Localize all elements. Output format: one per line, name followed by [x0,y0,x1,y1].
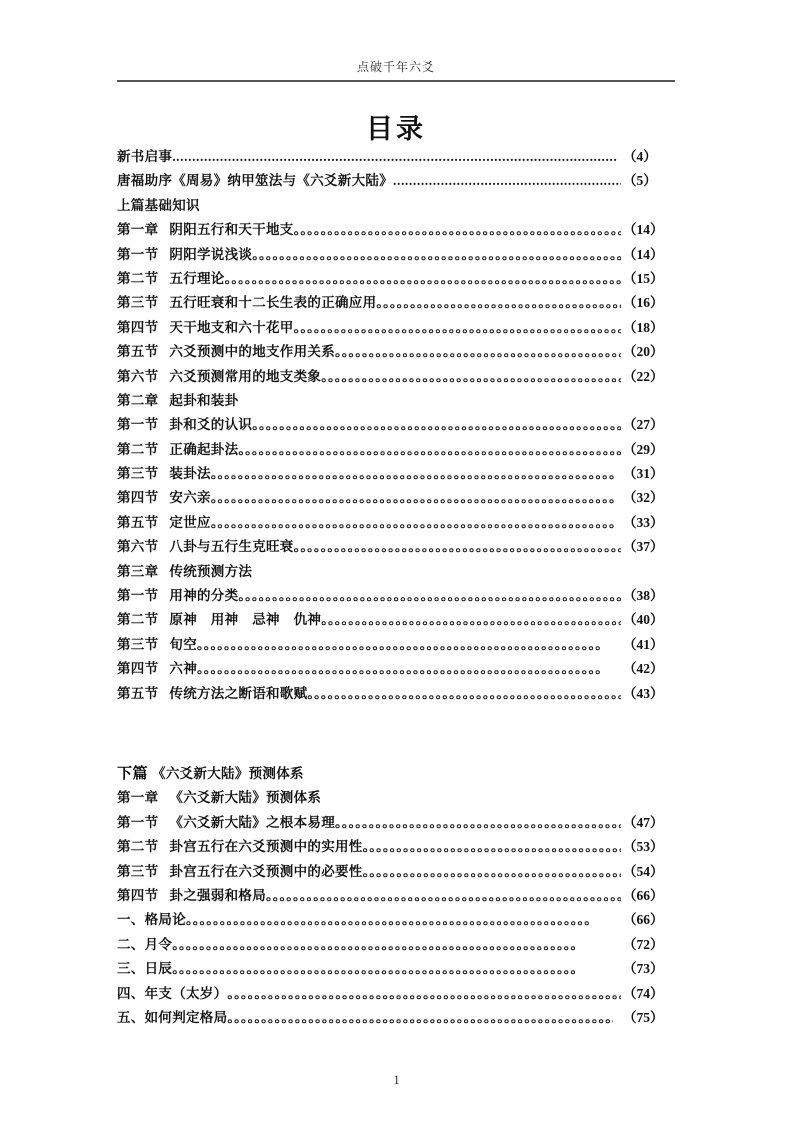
toc-entry-prefix: 第三节 [117,295,159,311]
toc-dot-leader [172,938,621,952]
toc-entry-prefix: 第三节 [117,863,159,879]
toc-page-number: （15） [623,270,664,286]
toc-entry-label: 定世应 [169,514,211,530]
toc-entry-label: 新书启事 [117,149,173,164]
toc-page-number: （20） [623,344,664,360]
toc-entry-prefix: 第五节 [117,514,159,530]
toc-dot-leader [335,345,621,359]
toc-page-number: （33） [623,514,664,530]
page-number-footer: 1 [393,1072,400,1087]
toc-heading-row [117,786,677,810]
toc-entry-row [117,982,677,1006]
toc-entry-label: 卦宫五行在六爻预测中的必要性 [169,863,363,879]
toc-dot-leader [363,840,621,854]
toc-dot-leader [227,987,621,1001]
toc-entry-label: 六神 [169,661,198,677]
part-heading-lower [117,762,677,786]
toc-entry-row [117,486,677,510]
toc-entry-label: 正确起卦法 [169,441,239,457]
toc-page-number: （54） [623,863,664,879]
toc-entry-label: 五行旺衰和十二长生表的正确应用 [169,295,377,311]
toc-entry-prefix: 第六节 [117,539,159,555]
toc-dot-leader [211,491,621,505]
toc-page-number: （5） [623,173,657,189]
toc-page-number: （31） [623,466,664,482]
toc-entry-label: 卦之强弱和格局 [169,887,267,903]
toc-entry-prefix: 第五节 [117,344,159,360]
toc-dot-leader [238,589,621,603]
toc-dot-leader [321,613,621,627]
toc-entry-label: 唐福助序《周易》纳甲筮法与《六爻新大陆》 [117,173,393,189]
toc-lower-part [117,786,677,1030]
toc-entry-prefix: 第一节 [117,588,159,604]
toc-entry-label: 一、格局论 [117,912,186,928]
toc-dot-leader [197,662,621,676]
table-of-contents [117,145,677,1030]
toc-entry-label: 阴阳学说浅谈 [169,246,253,262]
toc-entry-row [117,438,677,462]
toc-entry-prefix: 第三节 [117,636,159,652]
toc-entry-prefix: 第二节 [117,441,159,457]
toc-page-number: （47） [623,814,664,830]
toc-page-number: （75） [623,1009,664,1025]
toc-dot-leader [266,889,621,903]
toc-page-number: （40） [623,612,664,628]
toc-heading-row [117,560,677,584]
toc-entry-row [117,535,677,559]
toc-entry-prefix: 第一节 [117,814,159,830]
toc-entry-label: 《六爻新大陆》预测体系 [169,790,322,806]
toc-dot-leader [363,865,621,879]
toc-entry-prefix: 第一章 [117,790,159,806]
toc-entry-row [117,908,677,932]
toc-dot-leader [186,913,621,927]
toc-entry-label: 起卦和装卦 [169,392,239,408]
toc-entry-prefix: 第一章 [117,222,159,238]
toc-entry-prefix: 第四节 [117,887,159,903]
toc-dot-leader [294,540,621,554]
toc-entry-row [117,169,677,193]
toc-dot-leader [211,467,621,481]
toc-dot-leader [376,296,621,310]
toc-entry-prefix: 第六节 [117,368,159,384]
toc-entry-label: 旬空 [169,636,198,652]
toc-dot-leader [294,223,621,237]
toc-page-number: （66） [623,912,664,928]
toc-page-number: （42） [623,661,664,677]
toc-entry-row [117,462,677,486]
toc-entry-row [117,633,677,657]
toc-entry-label: 三、日辰 [117,961,173,977]
toc-page-number: （72） [623,936,664,952]
toc-entry-row [117,811,677,835]
toc-entry-row [117,413,677,437]
toc-entry-label: 六爻预测中的地支作用关系 [169,344,336,360]
page-title: 目录 [366,114,426,144]
toc-entry-label: 上篇基础知识 [117,197,200,213]
toc-upper-part [117,145,677,706]
toc-dot-leader [307,687,621,701]
toc-page-number: （74） [623,985,664,1001]
toc-dot-leader [393,174,621,188]
toc-entry-prefix: 第四节 [117,490,159,506]
toc-entry-row [117,682,677,706]
section-spacer [117,706,677,762]
toc-dot-leader [227,1011,613,1025]
toc-entry-row [117,1006,677,1030]
toc-entry-label: 四、年支（太岁） [117,985,228,1001]
toc-dot-leader [225,272,621,286]
toc-entry-prefix: 第二章 [117,392,159,408]
toc-heading-row [117,194,677,218]
toc-entry-row [117,340,677,364]
toc-entry-label: 原神 用神 忌神 仇神 [169,612,322,628]
toc-dot-leader [252,418,621,432]
running-header: 点破千年六爻 [356,60,435,74]
toc-entry-row [117,957,677,981]
toc-page-number: （43） [623,685,664,701]
toc-entry-row [117,933,677,957]
toc-entry-row [117,884,677,908]
toc-dot-leader [238,443,621,457]
toc-entry-label: 传统预测方法 [169,563,253,579]
toc-entry-row [117,511,677,535]
toc-entry-label: 五、如何判定格局 [117,1009,228,1025]
header-rule [117,80,675,82]
toc-entry-row [117,267,677,291]
toc-dot-leader [252,248,621,262]
toc-dot-leader [321,370,621,384]
toc-entry-prefix: 第二节 [117,839,159,855]
toc-page-number: （14） [623,222,664,238]
toc-page-number: （41） [623,636,664,652]
toc-dot-leader [172,962,621,976]
toc-entry-prefix: 第一节 [117,417,159,433]
toc-page-number: （38） [623,588,664,604]
toc-page-number: （4） [623,149,657,164]
toc-page-number: （53） [623,839,664,855]
toc-page-number: （37） [623,539,664,555]
toc-entry-row [117,835,677,859]
toc-entry-prefix: 第一节 [117,246,159,262]
toc-entry-row [117,657,677,681]
part-mark-label: 下篇 [117,765,149,782]
toc-entry-prefix: 第三节 [117,466,159,482]
toc-entry-prefix: 第三章 [117,563,159,579]
toc-entry-label: 传统方法之断语和歌赋 [169,685,308,701]
toc-entry-label: 天干地支和六十花甲 [169,319,294,335]
toc-entry-row [117,608,677,632]
toc-heading-row [117,389,677,413]
toc-entry-label: 八卦与五行生克旺衰 [169,539,294,555]
toc-dot-leader [294,321,621,335]
toc-dot-leader [172,150,621,164]
toc-page-number: （27） [623,417,664,433]
toc-entry-label: 六爻预测常用的地支类象 [169,368,322,384]
toc-entry-row [117,860,677,884]
toc-entry-prefix: 第二节 [117,612,159,628]
toc-entry-label: 装卦法 [169,466,211,482]
toc-page-number: （22） [623,368,664,384]
toc-page-number: （73） [623,961,664,977]
toc-dot-leader [335,816,621,830]
toc-entry-prefix: 第四节 [117,661,159,677]
toc-entry-label: 阴阳五行和天干地支 [169,222,294,238]
toc-entry-row [117,145,677,169]
toc-entry-label: 五行理论 [169,270,225,286]
toc-page-number: （66） [623,887,664,903]
toc-entry-row [117,316,677,340]
toc-page-number: （29） [623,441,664,457]
toc-entry-label: 卦和爻的认识 [169,417,253,433]
toc-page-number: （32） [623,490,664,506]
toc-entry-row [117,365,677,389]
toc-entry-row [117,291,677,315]
toc-entry-prefix: 第四节 [117,319,159,335]
toc-entry-label: 卦宫五行在六爻预测中的实用性 [169,839,363,855]
toc-page-number: （18） [623,319,664,335]
toc-dot-leader [211,516,621,530]
toc-entry-label: 二、月令 [117,936,173,952]
toc-entry-row [117,584,677,608]
toc-page-number: （16） [623,295,664,311]
toc-entry-row [117,218,677,242]
toc-page-number: （14） [623,246,664,262]
toc-dot-leader [197,638,621,652]
toc-entry-label: 用神的分类 [169,588,239,604]
toc-entry-label: 安六亲 [169,490,211,506]
toc-entry-prefix: 第二节 [117,270,159,286]
toc-entry-label: 《六爻新大陆》之根本易理 [169,814,336,830]
toc-entry-row [117,243,677,267]
part-title-label: 《六爻新大陆》预测体系 [152,765,304,781]
toc-entry-prefix: 第五节 [117,685,159,701]
